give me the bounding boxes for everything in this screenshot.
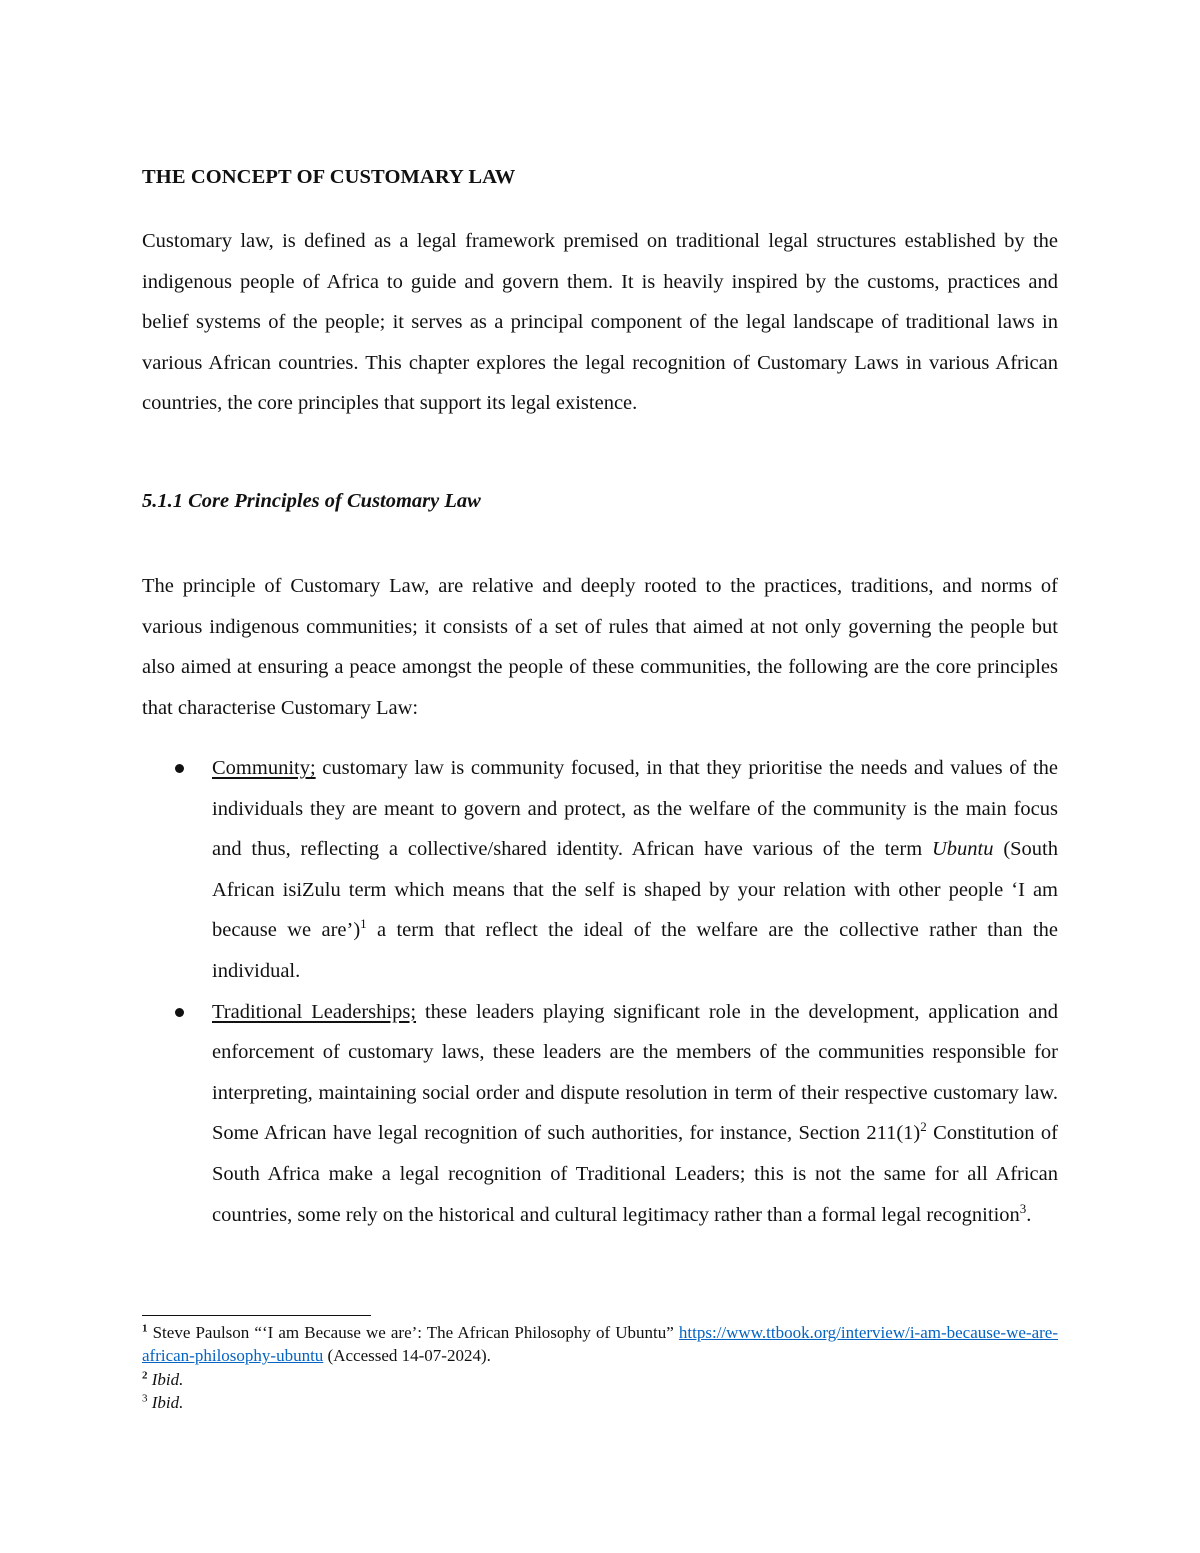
footnote — [142, 1391, 1058, 1414]
footnote-number: 3 — [142, 1392, 148, 1405]
footnote-text: Ibid. — [151, 1369, 184, 1389]
principles-list — [142, 748, 1058, 1235]
bullet-text: a term that reflect the ideal of the welfare are the collective rather than the individual. — [212, 919, 1058, 982]
footnote-text: Steve Paulson “‘I am Because we are’: The African Philosophy of Ubuntu” — [147, 1323, 679, 1342]
bullet-icon — [175, 764, 184, 773]
list-item — [142, 748, 1058, 992]
list-item — [142, 992, 1058, 1236]
page-title: THE CONCEPT OF CUSTOMARY LAW — [142, 166, 516, 188]
footnote-ref[interactable]: 1 — [360, 916, 367, 932]
bullet-text: these leaders playing significant role in the development, application and enforcement of customary laws, these leaders are the members of the communities responsible for interpreting, maintaining social order and dispute resolution in term of their respective customary law. Some African have legal recognition of such authorities, for instance, Section 211(1) — [212, 1000, 1058, 1145]
bullet-italic-term: Ubuntu — [931, 838, 994, 861]
document-page — [142, 0, 1058, 1553]
bullet-text: (South African isiZulu term which means that the self is shaped by your relation with other people ‘I am because we are’) — [212, 838, 1058, 942]
section-heading: 5.1.1 Core Principles of Customary Law — [142, 490, 481, 512]
footnote — [142, 1368, 1058, 1391]
bullet-text: . — [1026, 1203, 1032, 1226]
footnote-ref[interactable]: 3 — [1019, 1200, 1027, 1216]
footnote-separator — [142, 1315, 371, 1316]
footnotes — [142, 1321, 1058, 1415]
intro-paragraph: Customary law, is defined as a legal framework premised on traditional legal structures established by the indigenous people of Africa to guide and govern them. It is heavily inspired by the customs, practices and belief systems of the people; it serves as a principal component of the legal landscape of traditional laws in various African countries. This chapter explores the legal recognition of Customary Laws in various African countries, the core principles that support its legal existence. — [142, 230, 1058, 415]
footnote-text: Ibid. — [151, 1393, 184, 1413]
principles-paragraph: The principle of Customary Law, are relative and deeply rooted to the practices, traditions, and norms of various indigenous communities; it consists of a set of rules that aimed at not only governing the people but also aimed at ensuring a peace amongst the people of these communities, the following are the core principles that characterise Customary Law: — [142, 575, 1058, 719]
footnote-text: (Accessed 14-07-2024). — [323, 1346, 491, 1366]
bullet-text: Constitution of South Africa make a legal recognition of Traditional Leaders; this is not the same for all African countries, some rely on the historical and cultural legitimacy rather than a formal legal recognition — [212, 1122, 1058, 1226]
footnote-ref[interactable]: 2 — [920, 1119, 927, 1135]
bullet-term: Community; — [212, 757, 316, 779]
footnote-number: 1 — [142, 1322, 148, 1335]
footnote-link[interactable]: https://www.ttbook.org/interview/i-am-because-we-are-african-philosophy-ubuntu — [142, 1323, 1058, 1366]
footnote — [142, 1321, 1058, 1368]
bullet-icon — [175, 1008, 184, 1017]
footnote-number: 2 — [142, 1369, 148, 1382]
bullet-term: Traditional Leaderships; — [212, 1000, 417, 1023]
bullet-text: customary law is community focused, in that they prioritise the needs and values of the individuals they are meant to govern and protect, as the welfare of the community is the main focus and thus, reflecting a collective/shared identity. African have various of the term — [212, 757, 1058, 861]
